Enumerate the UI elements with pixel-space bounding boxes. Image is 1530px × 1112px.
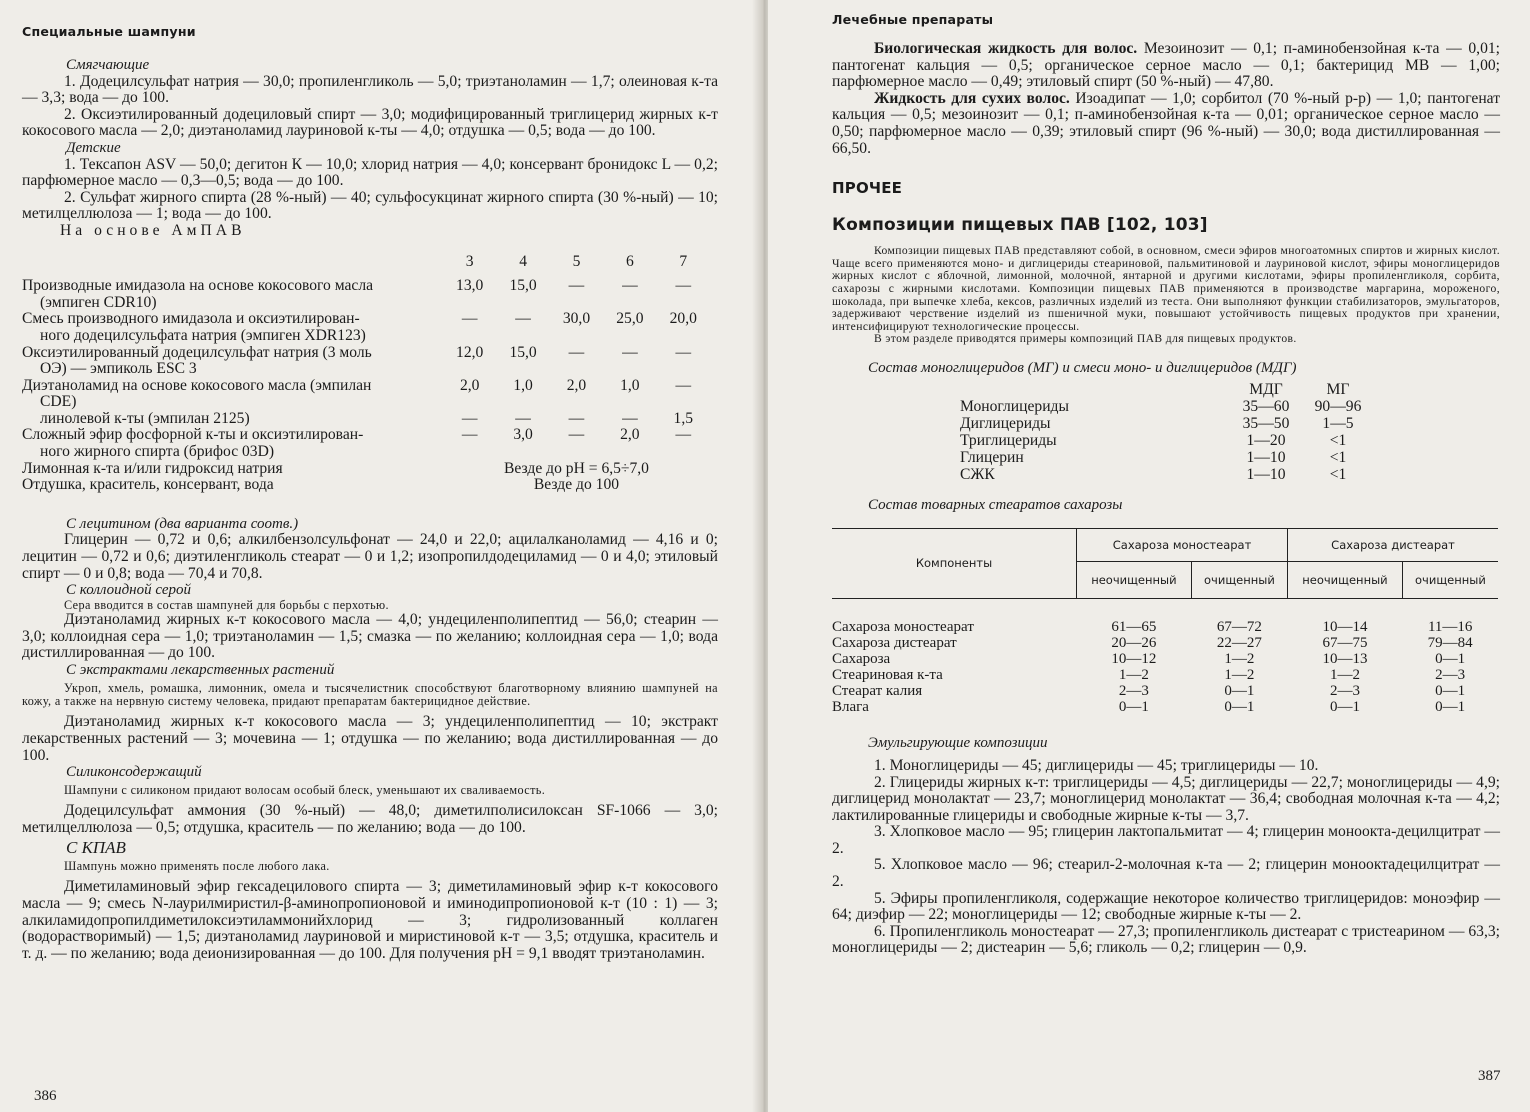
- right-page: [768, 0, 1530, 1112]
- row-label: Производные имидазола на основе кокосового масла: [22, 277, 374, 295]
- recipe-paragraph: 1. Тексапон ASV — 50,0; дегитон К — 10,0; хлорид натрия — 4,0; консервант бронидокс L — 0,2; парфюмерное масло — 0,3—0,5; вода — до 100.: [22, 155, 718, 190]
- sucrose-table: [832, 528, 1498, 715]
- row-label: Оксиэтилированный додецилсульфат натрия (3 моль: [22, 343, 372, 361]
- table-cell: 15,0: [509, 277, 537, 295]
- formula-table: [22, 254, 710, 494]
- column-header: 4: [519, 252, 527, 270]
- table-row: [22, 378, 710, 411]
- table-cell: —: [622, 409, 638, 427]
- table-row: [22, 345, 710, 378]
- column-header: МГ: [1326, 380, 1350, 398]
- table-row: [960, 466, 1374, 483]
- recipe-paragraph: [832, 41, 1500, 91]
- table-caption: Состав товарных стеаратов сахарозы: [868, 496, 1123, 513]
- table-cell: 1—2: [1224, 666, 1255, 683]
- table-row: [22, 461, 710, 478]
- table-cell: 90—96: [1314, 397, 1362, 415]
- table-cell: 0—1: [1224, 682, 1255, 699]
- row-label: Диглицериды: [960, 414, 1051, 432]
- subsection-heading: С экстрактами лекарственных растений: [66, 662, 335, 678]
- table-cell: 2—3: [1118, 682, 1149, 699]
- table-cell: 0—1: [1435, 650, 1466, 667]
- table-row: [960, 449, 1374, 466]
- table-cell: —: [568, 277, 585, 295]
- table-cell: 35—60: [1242, 397, 1290, 415]
- column-header: очищенный: [1402, 561, 1498, 598]
- recipe-title: Жидкость для сухих волос.: [874, 89, 1070, 107]
- table-cell: 0—1: [1118, 698, 1149, 715]
- section-title: Лечебные препараты: [832, 12, 994, 27]
- table-cell: —: [675, 343, 692, 361]
- subsection-heading: С КПАВ: [66, 838, 126, 858]
- note-paragraph: Укроп, хмель, ромашка, лимонник, омела и тысячелистник способствуют благотворному влиянию шампуней на кожу, а также на нервную систему человека, придают препаратам бактерицидное действие.: [22, 680, 718, 708]
- row-label: линолевой к-ты (эмпилан 2125): [40, 409, 250, 427]
- column-header: 6: [625, 252, 634, 270]
- list-item: 1. Моноглицериды — 45; диглицериды — 45; триглицериды — 10.: [874, 756, 1319, 774]
- column-header: Компоненты: [832, 528, 1077, 598]
- table-cell: 1—10: [1246, 448, 1286, 466]
- emulsifier-list: [832, 758, 1500, 957]
- column-header: неочищенный: [1288, 561, 1403, 598]
- note-paragraph: Шампуни с силиконом придают волосам особый блеск, уменьшают их сваливаемость.: [64, 782, 546, 797]
- column-header: неочищенный: [1077, 561, 1192, 598]
- left-page: [0, 0, 760, 1112]
- table-row: [960, 398, 1374, 415]
- table-row: [960, 432, 1374, 449]
- table-row: [22, 477, 710, 494]
- list-item: 2. Глицериды жирных к-т: триглицериды — 4,5; диглицериды — 22,7; моноглицериды — 4,9; диглицерид монолактат — 23,7; моноглицерид монолактат — 36,4; свободная молочная к-та — 4,2; лактилированные глицериды и свободные жирные к-ты — 3,7.: [832, 773, 1500, 824]
- page-number: 387: [1478, 1068, 1501, 1084]
- recipe-paragraph: Глицерин — 0,72 и 0,6; алкилбензолсульфонат — 24,0 и 22,0; ацилалканоламид — 4,16 и 0; лецитин — 0,72 и 0,6; диэтиленгликоль стеарат — 0 и 1,2; изопропилдодециламид — 0 и 4,0; этиловый спирт — 0 и 0,8; вода — 70,4 и 70,8.: [22, 531, 718, 582]
- recipe-text: Мезоинозит — 0,1; п-аминобензойная к-та — 0,01; пантогенат кальция — 0,5; органическое серное масло — 0,1; бактерицид МВ — 1,00; парфюмерное масло — 0,49; этиловый спирт (50 %-ный) — 47,80.: [832, 40, 1500, 91]
- table-cell: —: [622, 343, 638, 361]
- table-cell: —: [568, 409, 585, 427]
- row-label: Стеарат калия: [832, 682, 923, 699]
- table-cell: <1: [1329, 431, 1347, 449]
- subsection-heading: Детские: [66, 139, 121, 156]
- recipe-paragraph: Диметиламиновый эфир гексадецилового спирта — 3; диметиламиновый эфир к-т кокосового масла — 9; смесь N-лаурилмиристил-β-аминопропионовой и иминодипропионовой к-т (10 : 1) — 3; алкиламидопропилдиметилоксиэтиламмонийхлорид — 3; гидролизованный коллаген (водорастворимый) — 1,5; диэтаноламид лауриновой и миристиновой к-т — 3,5; отдушка, краситель и т. д. — по желанию; вода деионизированная — до 100. Для получения pH = 9,1 вводят триэтаноламин.: [22, 878, 718, 962]
- table-row: [832, 667, 1498, 683]
- table-header-row: [22, 254, 710, 271]
- table-cell: 61—65: [1111, 618, 1157, 635]
- table-cell: —: [675, 426, 692, 444]
- row-label: Триглицериды: [960, 431, 1057, 449]
- row-label: Диэтаноламид на основе кокосового масла (эмпилан: [22, 376, 372, 394]
- recipe-paragraph: Диэтаноламид жирных к-т кокосового масла — 4,0; ундециленполипептид — 56,0; стеарин — 3,0; коллоидная сера — 1,0; триэтаноламин — 1,5; смазка — по желанию; коллоидная сера — 1,0; вода дистиллированная — до 100.: [22, 611, 718, 662]
- table-cell: 10—12: [1111, 650, 1157, 667]
- row-label-cell: [22, 278, 443, 311]
- table-cell: <1: [1329, 448, 1347, 466]
- row-label-cont: CDE): [40, 393, 77, 411]
- subsection-heading: Силиконсодержащий: [66, 764, 202, 781]
- row-label-cell: [22, 427, 443, 460]
- row-label-cont: ного додецилсульфата натрия (эмпиген XDR123): [40, 326, 366, 344]
- column-group-header: Сахароза дистеарат: [1288, 528, 1498, 561]
- row-label: Моноглицериды: [960, 397, 1069, 415]
- table-cell: <1: [1329, 465, 1347, 483]
- subsection-heading: С лецитином (два варианта соотв.): [66, 515, 299, 532]
- column-header: 3: [465, 252, 474, 270]
- recipe-paragraph: 2. Оксиэтилированный додециловый спирт — 3,0; модифицированный триглицерид жирных к-т кокосового масла — 2,0; диэтаноламид лауриновой к-ты — 4,0; отдушка — 0,5; вода — до 100.: [22, 105, 718, 140]
- table-row: [22, 411, 710, 428]
- table-cell: —: [461, 426, 478, 444]
- page-number: 386: [34, 1088, 57, 1104]
- table-cell: 1—2: [1118, 666, 1149, 683]
- column-header: МДГ: [1249, 380, 1283, 398]
- table-row: [832, 635, 1498, 651]
- table-row: [832, 683, 1498, 699]
- table-cell: 67—72: [1216, 618, 1262, 635]
- table-cell: —: [568, 343, 585, 361]
- table-header-row: [960, 381, 1374, 398]
- table-cell: 0—1: [1224, 698, 1255, 715]
- table-cell: —: [461, 409, 478, 427]
- table-cell: —: [622, 277, 638, 295]
- recipe-title: Биологическая жидкость для волос.: [874, 40, 1138, 57]
- row-label: Сахароза: [832, 650, 891, 667]
- table-cell: —: [675, 277, 692, 295]
- table-cell: 1—10: [1246, 465, 1286, 483]
- table-cell: 2—3: [1329, 682, 1360, 699]
- table-cell: 10—13: [1322, 650, 1368, 667]
- table-cell: —: [515, 409, 531, 427]
- table-cell: 2,0: [459, 376, 480, 394]
- row-label: Стеариновая к-та: [832, 666, 943, 683]
- table-cell: 15,0: [509, 343, 537, 361]
- chapter-heading: ПРОЧЕЕ: [832, 179, 903, 198]
- table-cell: 11—16: [1427, 618, 1473, 635]
- table-row: [22, 278, 710, 311]
- table-cell: 1,0: [513, 376, 533, 394]
- table-row: [22, 311, 710, 344]
- subsection-heading: Смягчающие: [66, 57, 150, 73]
- row-label: Сложный эфир фосфорной к-ты и оксиэтилирован-: [22, 426, 364, 444]
- section-caption: Эмульгирующие композиции: [868, 734, 1048, 751]
- table-caption: Состав моноглицеридов (МГ) и смеси моно- и диглицеридов (МДГ): [868, 359, 1297, 376]
- recipe-paragraph: 2. Сульфат жирного спирта (28 %-ный) — 40; сульфосукцинат жирного спирта (30 %-ный) — 10; метилцеллюлоза — 1; вода — до 100.: [22, 188, 718, 223]
- table-cell: 20—26: [1111, 634, 1157, 651]
- table-cell: 0—1: [1435, 698, 1466, 715]
- intro-paragraph: Композиции пищевых ПАВ представляют собой, в основном, смеси эфиров многоатомных спиртов и жирных кислот. Чаще всего применяются моно- и диглицериды стеариновой, пальмитиновой и лауриновой кислот, эфиры моноглицеридов жирных кислот с яблочной, лимонной, молочной, янтарной и другими кислотами, эфиры пропиленгликоля, сорбита, сахарозы с жирными кислотами. Композиции пищевых ПАВ применяются в производстве маргарина, мороженого, шоколада, при выпечке хлеба, кексов, различных изделий из теста. Они выполняют функции стабилизаторов, эмульгаторов, задерживают черствение изделий из пшеничной муки, повышают устойчивость пищевых продуктов при хранении, интенсифицируют технологические процессы.: [832, 244, 1500, 333]
- table-cell: 35—50: [1242, 414, 1290, 432]
- table-cell: 0—1: [1435, 682, 1466, 699]
- table-row: [832, 651, 1498, 667]
- table-cell: 2,0: [620, 426, 640, 444]
- section-title: Специальные шампуни: [22, 24, 196, 39]
- row-label: СЖК: [960, 465, 995, 483]
- table-cell: 13,0: [456, 277, 484, 295]
- table-cell: —: [675, 376, 692, 394]
- table-cell: 3,0: [513, 426, 533, 444]
- table-cell: 2—3: [1435, 666, 1466, 683]
- row-label: Смесь производного имидазола и оксиэтилирован-: [22, 310, 360, 328]
- recipe-paragraph: 1. Додецилсульфат натрия — 30,0; пропиленгликоль — 5,0; триэтаноламин — 1,7; олеиновая к-та — 3,3; вода — до 100.: [22, 72, 718, 107]
- table-row: [960, 415, 1374, 432]
- recipe-paragraph: Додецилсульфат аммония (30 %-ный) — 48,0; диметилполисилоксан SF-1066 — 3,0; метилцеллюлоза — 0,5; отдушка, краситель — по желанию; вода — до 100.: [22, 802, 718, 836]
- row-label: Глицерин: [960, 448, 1024, 466]
- list-item: 6. Пропиленгликоль моностеарат — 27,3; пропиленгликоль дистеарат с тристеарином — 63,3; моноглицериды — 2; дистеарин — 5,6; гликоль — 0,2; глицерин — 0,9.: [832, 922, 1500, 957]
- column-group-header: Сахароза моностеарат: [1077, 528, 1288, 561]
- row-label-cont: ного жирного спирта (брифос 03D): [40, 443, 275, 461]
- table-cell: 2,0: [566, 376, 587, 394]
- table-cell: —: [568, 426, 585, 444]
- table-cell: —: [461, 310, 478, 328]
- row-label-cell: [22, 378, 443, 411]
- table-cell: 30,0: [562, 310, 591, 328]
- column-header: 5: [572, 252, 581, 270]
- table-row: [832, 699, 1498, 715]
- section-heading: Композиции пищевых ПАВ [102, 103]: [832, 215, 1208, 236]
- table-cell: 1—20: [1246, 431, 1286, 449]
- row-label: Лимонная к-та и/или гидроксид натрия: [22, 459, 283, 477]
- table-cell: 0—1: [1329, 698, 1360, 715]
- row-label: Отдушка, краситель, консервант, вода: [22, 476, 274, 494]
- intro-paragraph: В этом разделе приводятся примеры композиций ПАВ для пищевых продуктов.: [874, 332, 1297, 346]
- row-label-cont: ОЭ) — эмпиколь ESC 3: [40, 360, 197, 378]
- list-item: 5. Хлопковое масло — 96; стеарил-2-молочная к-та — 2; глицерин монооктадецилцитрат — 2.: [832, 856, 1500, 891]
- subsection-heading: С коллоидной серой: [66, 582, 191, 599]
- table-cell: —: [515, 310, 531, 328]
- table-cell: 79—84: [1427, 634, 1473, 651]
- column-header: очищенный: [1191, 561, 1287, 598]
- row-label-cont: (эмпиген CDR10): [40, 293, 157, 311]
- table-cell: 1,5: [673, 409, 694, 427]
- row-label-cell: [22, 411, 443, 428]
- recipe-paragraph: Диэтаноламид жирных к-т кокосового масла — 3; ундециленполипептид — 10; экстракт лекарственных растений — 3; мочевина — 1; отдушка — по желанию; вода дистиллированная — до 100.: [22, 713, 718, 764]
- table-cell: 20,0: [669, 310, 697, 328]
- table-cell: 67—75: [1322, 634, 1368, 651]
- list-item: 5. Эфиры пропиленгликоля, содержащие некоторое количество триглицеридов: моноэфир — 64; диэфир — 22; моноглицериды — 12; свободные жирные к-ты — 2.: [832, 889, 1500, 924]
- row-label: Сахароза моностеарат: [832, 618, 974, 635]
- subsection-heading: На основе АмПАВ: [60, 221, 246, 239]
- table-cell: 1,0: [620, 376, 640, 394]
- list-item: 3. Хлопковое масло — 95; глицерин лактопальмитат — 4; глицерин моноокта-децилцитрат — 2.: [832, 823, 1500, 857]
- row-label-cell: [22, 345, 443, 378]
- note-paragraph: Шампунь можно применять после любого лака.: [64, 858, 330, 873]
- table-cell: 1—2: [1329, 666, 1360, 683]
- row-label-cell: [22, 311, 443, 344]
- column-header: 7: [679, 252, 688, 270]
- mg-table: [960, 381, 1374, 483]
- table-cell: 10—14: [1322, 618, 1368, 635]
- recipe-text: Изоадипат — 1,0; сорбитол (70 %-ный р-р) — 1,0; пантогенат кальция — 0,5; мезоинозит — 0,1; п-аминобензойная к-та — 0,01; органическое серное масло — 0,50; парфюмерное масло — 0,39; этиловый спирт (96 %-ный) — 30,0; вода дистиллированная — 66,50.: [832, 89, 1501, 157]
- table-cell: 12,0: [456, 343, 484, 361]
- table-cell: Везде до 100: [533, 476, 620, 494]
- note-paragraph: Сера вводится в состав шампуней для борьбы с перхотью.: [64, 597, 389, 612]
- row-label: Сахароза дистеарат: [832, 634, 957, 651]
- table-cell: 25,0: [616, 310, 644, 328]
- table-cell: 1—5: [1322, 414, 1354, 432]
- row-label: Влага: [832, 698, 869, 715]
- table-cell: 1—2: [1224, 650, 1255, 667]
- table-cell: 22—27: [1216, 634, 1262, 651]
- table-row: [22, 427, 710, 460]
- table-row: [832, 619, 1498, 635]
- recipe-paragraph: [832, 91, 1500, 157]
- table-cell: Везде до pH = 6,5÷7,0: [504, 459, 649, 477]
